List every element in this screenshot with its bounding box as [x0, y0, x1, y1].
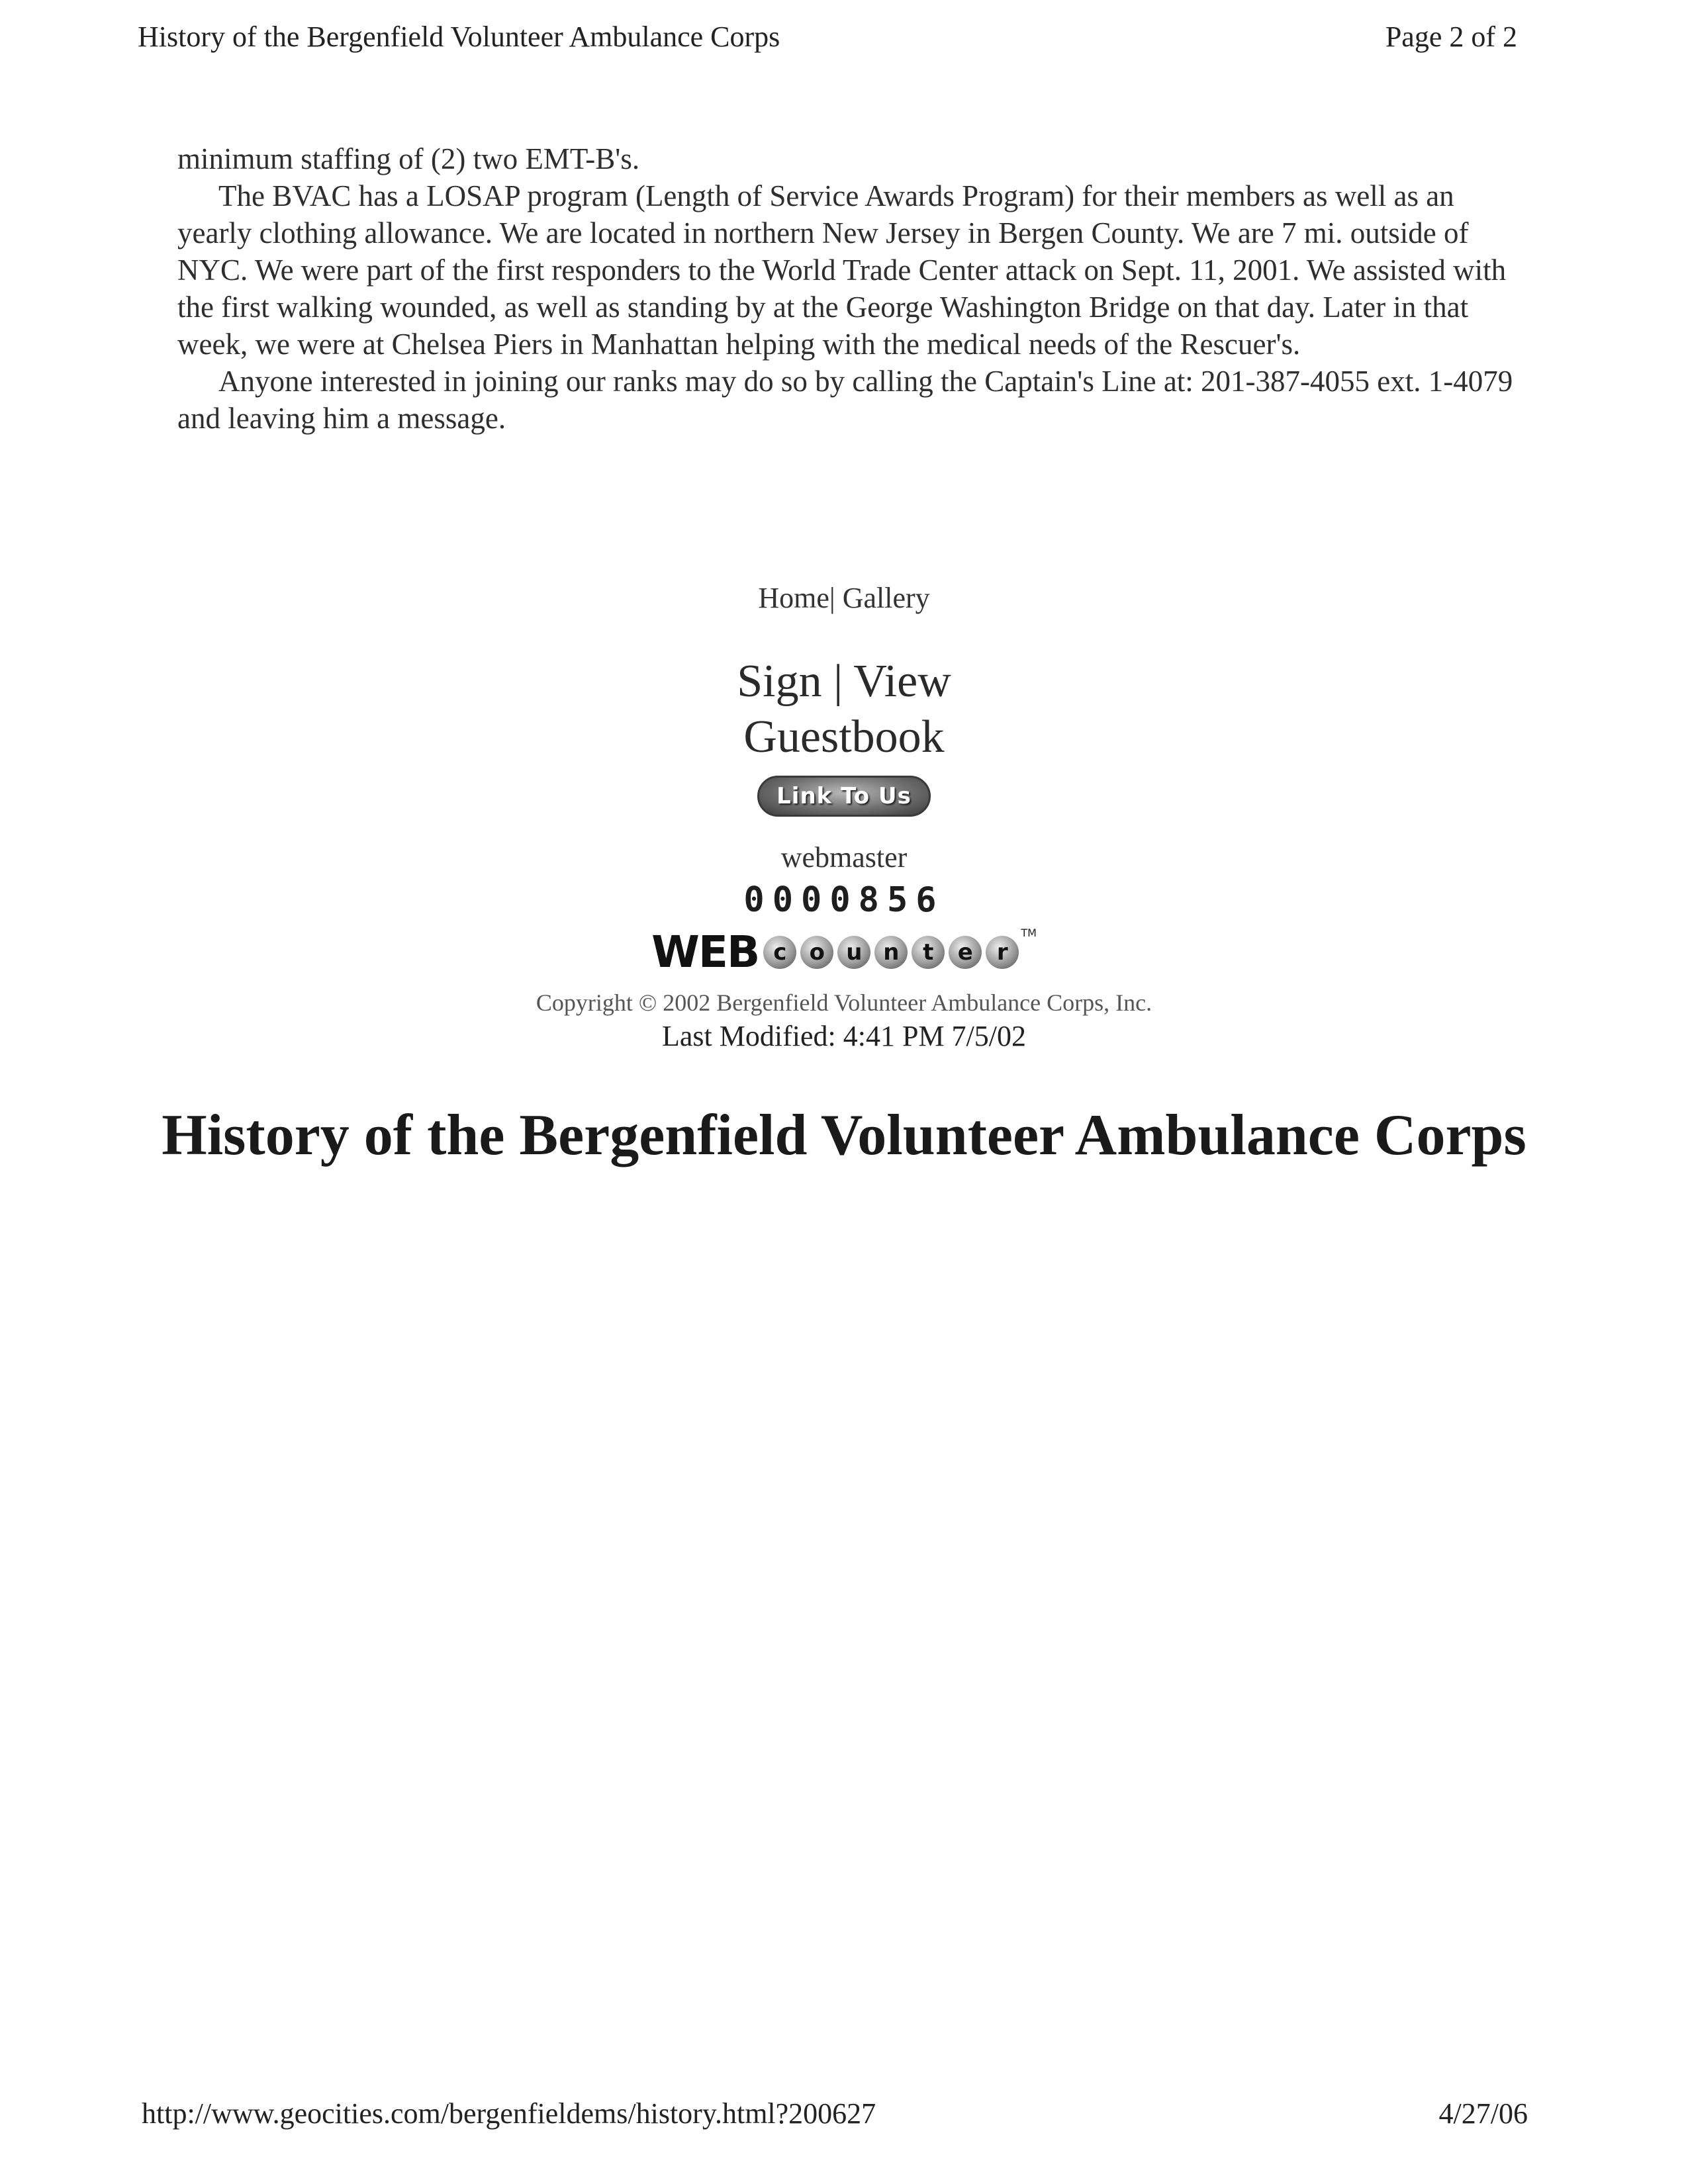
print-footer-url: http://www.geocities.com/bergenfieldems/history.html?200627 [142, 2097, 876, 2130]
webmaster-link[interactable]: webmaster [780, 841, 908, 874]
link-to-us-container [0, 776, 1688, 817]
print-header-title: History of the Bergenfield Volunteer Ambulance Corps [138, 21, 780, 53]
page-title: History of the Bergenfield Volunteer Ambulance Corps [162, 1103, 1526, 1167]
counter-logo-letter: c [763, 936, 796, 969]
paragraph-losap: The BVAC has a LOSAP program (Length of Service Awards Program) for their members as well as an yearly clothing allowance. We are located in northern New Jersey in Bergen County. We are 7 mi. outside of NYC. We were part of the first responders to the World Trade Center attack on Sept. 11, 2001. We assisted with the first walking wounded, as well as standing by at the George Washington Bridge on that day. Later in that week, we were at Chelsea Piers in Manhattan helping with the medical needs of the Rescuer's. [177, 179, 1507, 361]
copyright-notice: Copyright © 2002 Bergenfield Volunteer Ambulance Corps, Inc. [536, 989, 1152, 1016]
counter-logo-letter: r [986, 936, 1019, 969]
nav-separator: | [829, 582, 835, 614]
home-link[interactable]: Home [758, 582, 829, 614]
webmaster-container [0, 841, 1688, 874]
counter-logo-web: WEB [651, 927, 759, 978]
hit-counter-digits: 0000856 [743, 880, 945, 920]
counter-logo-letter: n [874, 936, 908, 969]
paragraph-joining: Anyone interested in joining our ranks may do so by calling the Captain's Line at: 201-387-4055 ext. 1-4079 and leaving him a message. [177, 365, 1513, 435]
counter-logo-letter: o [800, 936, 833, 969]
history-body-text [177, 140, 1515, 437]
guestbook-separator: | [833, 656, 843, 707]
counter-logo-trademark: TM [1021, 927, 1037, 939]
guestbook-label: Guestbook [743, 711, 945, 762]
view-guestbook-link[interactable]: View [853, 656, 951, 707]
link-to-us-button[interactable]: Link To Us [757, 776, 931, 817]
guestbook-links [0, 654, 1688, 765]
web-counter-logo[interactable] [0, 927, 1688, 978]
counter-logo-letter: t [912, 936, 945, 969]
sign-guestbook-link[interactable]: Sign [737, 656, 822, 707]
counter-logo-letter: u [837, 936, 870, 969]
counter-logo-letter: e [949, 936, 982, 969]
print-footer-date: 4/27/06 [1438, 2097, 1528, 2130]
gallery-link[interactable]: Gallery [842, 582, 930, 614]
nav-links [0, 581, 1688, 615]
print-page-number: Page 2 of 2 [1385, 21, 1517, 53]
paragraph-staffing: minimum staffing of (2) two EMT-B's. [177, 142, 640, 175]
last-modified: Last Modified: 4:41 PM 7/5/02 [662, 1020, 1026, 1052]
